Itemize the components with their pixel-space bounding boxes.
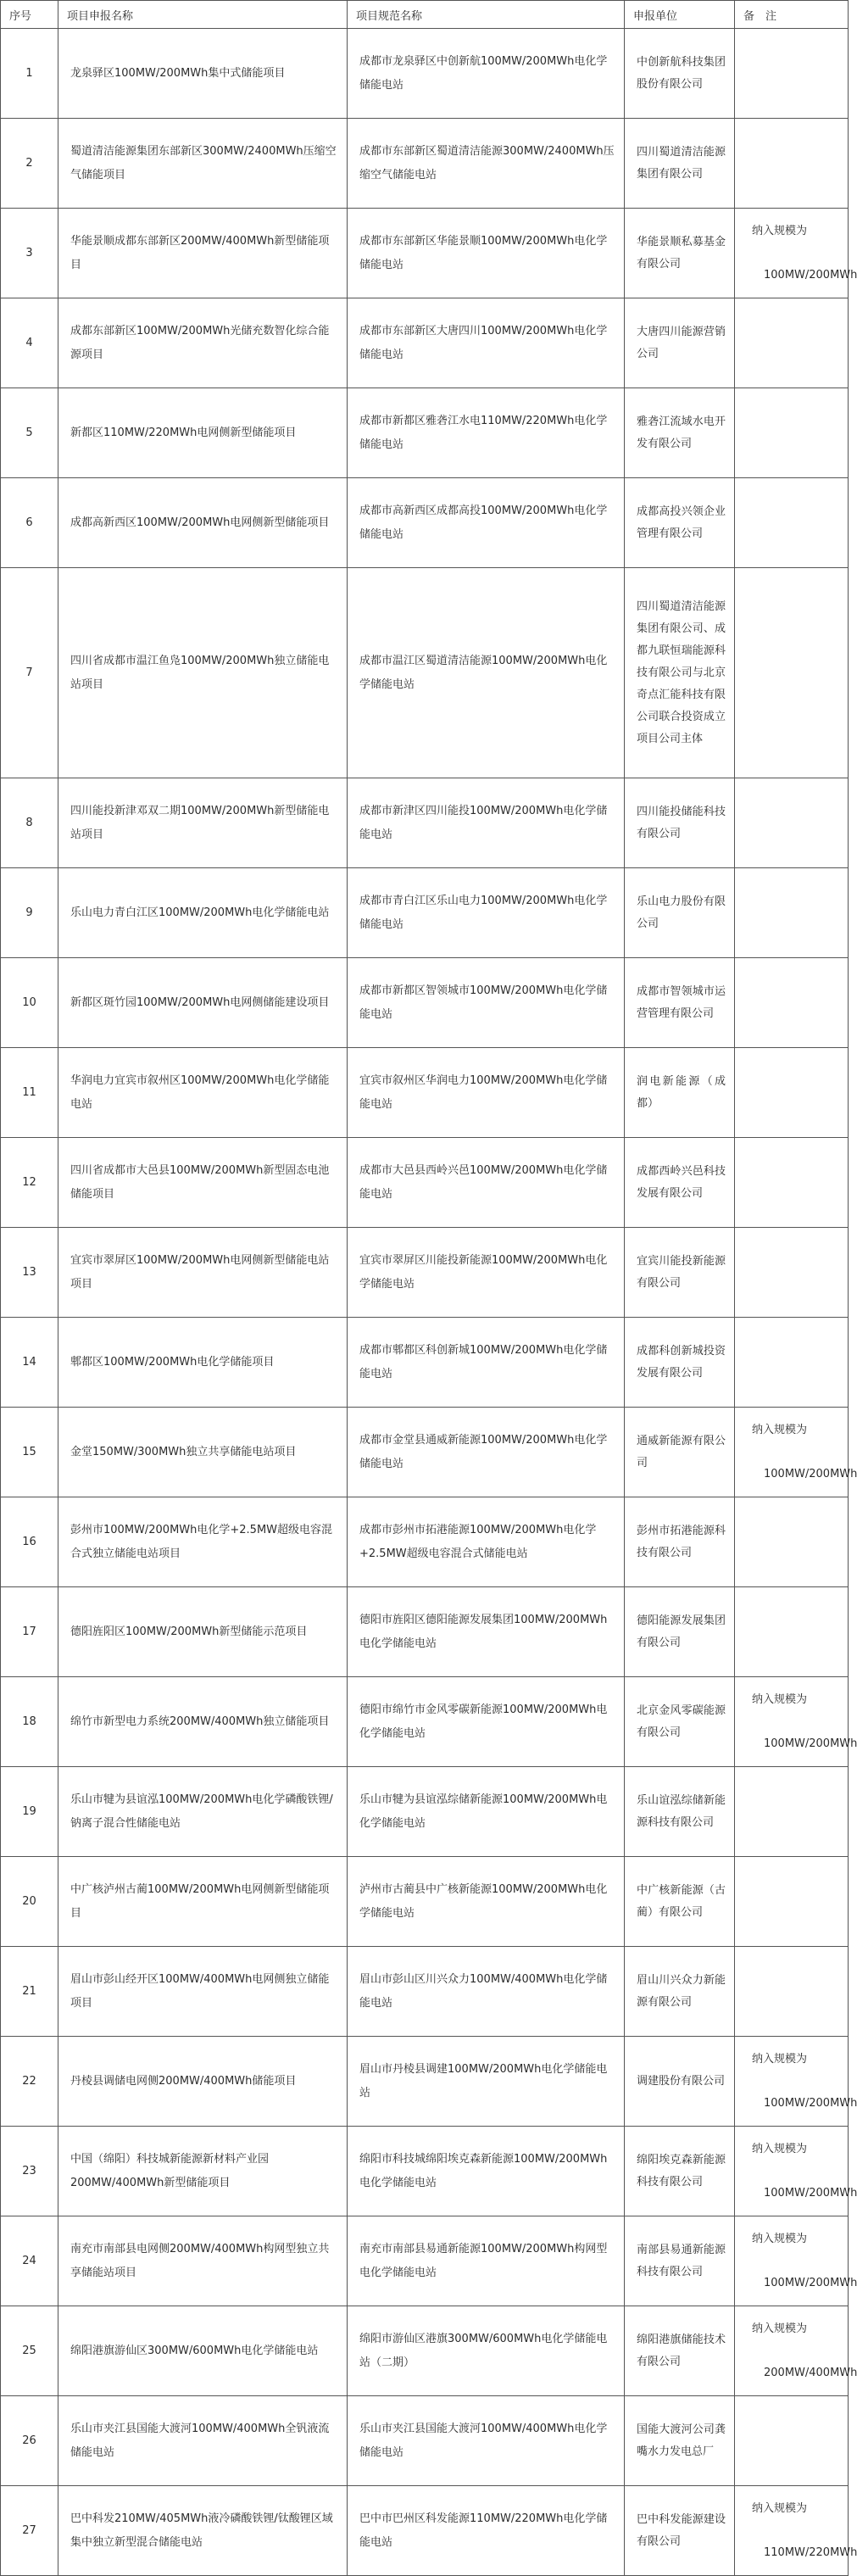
row-applicant: 国能大渡河公司龚嘴水力发电总厂 xyxy=(625,2396,735,2486)
row-index: 1 xyxy=(1,29,58,119)
table-row xyxy=(1,478,849,568)
row-project-name: 华能景顺成都东部新区200MW/400MWh新型储能项目 xyxy=(58,209,348,298)
row-remarks xyxy=(735,388,849,478)
row-standard-name: 乐山市犍为县谊泓综储新能源100MW/200MWh电化学储能电站 xyxy=(348,1767,625,1857)
row-index: 24 xyxy=(1,2216,58,2306)
row-applicant: 北京金风零碳能源有限公司 xyxy=(625,1677,735,1767)
table-row xyxy=(1,1048,849,1138)
table-row xyxy=(1,2037,849,2127)
row-project-name: 彭州市100MW/200MWh电化学+2.5MW超级电容混合式独立储能电站项目 xyxy=(58,1497,348,1587)
row-index: 18 xyxy=(1,1677,58,1767)
row-applicant: 南部县易通新能源科技有限公司 xyxy=(625,2216,735,2306)
row-applicant: 成都高投兴领企业管理有限公司 xyxy=(625,478,735,568)
row-remarks xyxy=(735,1767,849,1857)
row-standard-name: 成都市彭州市拓港能源100MW/200MWh电化学+2.5MW超级电容混合式储能电站 xyxy=(348,1497,625,1587)
row-standard-name: 成都市青白江区乐山电力100MW/200MWh电化学储能电站 xyxy=(348,868,625,958)
row-remarks xyxy=(735,778,849,868)
row-standard-name: 眉山市彭山区川兴众力100MW/400MWh电化学储能电站 xyxy=(348,1947,625,2037)
row-project-name: 郫都区100MW/200MWh电化学储能项目 xyxy=(58,1318,348,1408)
table-row xyxy=(1,958,849,1048)
row-applicant: 成都科创新城投资发展有限公司 xyxy=(625,1318,735,1408)
row-project-name: 成都高新西区100MW/200MWh电网侧新型储能项目 xyxy=(58,478,348,568)
row-standard-name: 成都市高新西区成都高投100MW/200MWh电化学储能电站 xyxy=(348,478,625,568)
row-standard-name: 成都市东部新区大唐四川100MW/200MWh电化学储能电站 xyxy=(348,298,625,388)
row-index: 25 xyxy=(1,2306,58,2396)
row-remarks xyxy=(735,958,849,1048)
row-applicant: 眉山川兴众力新能源有限公司 xyxy=(625,1947,735,2037)
table-header-row xyxy=(1,1,849,29)
row-index: 26 xyxy=(1,2396,58,2486)
row-remarks xyxy=(735,2306,857,2396)
remark-line-2: 100MW/200MWh xyxy=(764,1467,857,1480)
row-index: 3 xyxy=(1,209,58,298)
table-body xyxy=(1,29,857,2576)
row-remarks xyxy=(735,1228,849,1318)
row-standard-name: 成都市新都区智领城市100MW/200MWh电化学储能电站 xyxy=(348,958,625,1048)
row-index: 13 xyxy=(1,1228,58,1318)
remark-line-1: 纳入规模为 xyxy=(752,2052,808,2066)
row-project-name: 巴中科发210MW/405MWh液冷磷酸铁锂/钛酸锂区域集中独立新型混合储能电站 xyxy=(58,2486,348,2576)
row-remarks xyxy=(735,1947,849,2037)
table-row xyxy=(1,119,849,209)
table-row xyxy=(1,209,849,298)
remark-line-1: 纳入规模为 xyxy=(752,1692,808,1706)
row-applicant: 中广核新能源（古蔺）有限公司 xyxy=(625,1857,735,1947)
row-project-name: 中国（绵阳）科技城新能源新材料产业园200MW/400MWh新型储能项目 xyxy=(58,2127,348,2216)
table-row xyxy=(1,2396,849,2486)
row-project-name: 新都区110MW/220MWh电网侧新型储能项目 xyxy=(58,388,348,478)
row-standard-name: 成都市龙泉驿区中创新航100MW/200MWh电化学储能电站 xyxy=(348,29,625,119)
row-remarks xyxy=(735,298,849,388)
row-applicant: 雅砻江流域水电开发有限公司 xyxy=(625,388,735,478)
row-standard-name: 成都市东部新区蜀道清洁能源300MW/2400MWh压缩空气储能电站 xyxy=(348,119,625,209)
row-remarks xyxy=(735,209,857,298)
row-applicant: 绵阳港旗储能技术有限公司 xyxy=(625,2306,735,2396)
header-index: 序号 xyxy=(1,1,58,29)
row-index: 6 xyxy=(1,478,58,568)
row-project-name: 成都东部新区100MW/200MWh光储充数智化综合能源项目 xyxy=(58,298,348,388)
row-project-name: 华润电力宜宾市叙州区100MW/200MWh电化学储能电站 xyxy=(58,1048,348,1138)
remark-line-1: 纳入规模为 xyxy=(752,224,808,237)
table-row xyxy=(1,29,849,119)
row-applicant: 成都市智领城市运营管理有限公司 xyxy=(625,958,735,1048)
row-index: 19 xyxy=(1,1767,58,1857)
row-applicant: 四川能投储能科技有限公司 xyxy=(625,778,735,868)
row-remarks xyxy=(735,1048,849,1138)
row-standard-name: 眉山市丹棱县调建100MW/200MWh电化学储能电站 xyxy=(348,2037,625,2127)
row-index: 9 xyxy=(1,868,58,958)
row-standard-name: 南充市南部县易通新能源100MW/200MWh构网型电化学储能电站 xyxy=(348,2216,625,2306)
table-row xyxy=(1,778,849,868)
row-standard-name: 德阳市绵竹市金风零碳新能源100MW/200MWh电化学储能电站 xyxy=(348,1677,625,1767)
table-row xyxy=(1,2306,849,2396)
row-project-name: 金堂150MW/300MWh独立共享储能电站项目 xyxy=(58,1408,348,1497)
row-remarks xyxy=(735,1138,849,1228)
row-remarks xyxy=(735,119,849,209)
remark-line-1: 纳入规模为 xyxy=(752,1423,808,1436)
row-index: 11 xyxy=(1,1048,58,1138)
row-applicant: 成都西岭兴邑科技发展有限公司 xyxy=(625,1138,735,1228)
table-row xyxy=(1,1587,849,1677)
row-remarks xyxy=(735,1857,849,1947)
row-project-name: 龙泉驿区100MW/200MWh集中式储能项目 xyxy=(58,29,348,119)
row-applicant: 调建股份有限公司 xyxy=(625,2037,735,2127)
row-index: 2 xyxy=(1,119,58,209)
remark-line-2: 100MW/200MWh xyxy=(764,2276,857,2289)
row-standard-name: 宜宾市叙州区华润电力100MW/200MWh电化学储能电站 xyxy=(348,1048,625,1138)
row-standard-name: 绵阳市游仙区港旗300MW/600MWh电化学储能电站（二期） xyxy=(348,2306,625,2396)
table-row xyxy=(1,2486,849,2576)
row-index: 4 xyxy=(1,298,58,388)
table-row xyxy=(1,2127,849,2216)
row-project-name: 绵阳港旗游仙区300MW/600MWh电化学储能电站 xyxy=(58,2306,348,2396)
row-project-name: 蜀道清洁能源集团东部新区300MW/2400MWh压缩空气储能项目 xyxy=(58,119,348,209)
remark-line-1: 纳入规模为 xyxy=(752,2142,808,2155)
row-applicant: 乐山电力股份有限公司 xyxy=(625,868,735,958)
row-standard-name: 成都市新都区雅砻江水电110MW/220MWh电化学储能电站 xyxy=(348,388,625,478)
row-standard-name: 成都市郫都区科创新城100MW/200MWh电化学储能电站 xyxy=(348,1318,625,1408)
row-applicant: 四川蜀道清洁能源集团有限公司 xyxy=(625,119,735,209)
row-project-name: 宜宾市翠屏区100MW/200MWh电网侧新型储能电站项目 xyxy=(58,1228,348,1318)
table-row xyxy=(1,1408,849,1497)
row-remarks xyxy=(735,2127,857,2216)
remark-line-2: 100MW/200MWh xyxy=(764,2096,857,2110)
row-project-name: 乐山市犍为县谊泓100MW/200MWh电化学磷酸铁锂/钠离子混合性储能电站 xyxy=(58,1767,348,1857)
row-project-name: 丹棱县调储电网侧200MW/400MWh储能项目 xyxy=(58,2037,348,2127)
row-remarks xyxy=(735,1318,849,1408)
row-standard-name: 成都市大邑县西岭兴邑100MW/200MWh电化学储能电站 xyxy=(348,1138,625,1228)
header-remarks: 备 注 xyxy=(735,1,849,29)
table-row xyxy=(1,1497,849,1587)
row-remarks xyxy=(735,1587,849,1677)
table-row xyxy=(1,1947,849,2037)
row-remarks xyxy=(735,868,849,958)
row-index: 17 xyxy=(1,1587,58,1677)
row-project-name: 中广核泸州古蔺100MW/200MWh电网侧新型储能项目 xyxy=(58,1857,348,1947)
row-index: 5 xyxy=(1,388,58,478)
row-applicant: 宜宾川能投新能源有限公司 xyxy=(625,1228,735,1318)
row-index: 15 xyxy=(1,1408,58,1497)
row-index: 12 xyxy=(1,1138,58,1228)
row-index: 14 xyxy=(1,1318,58,1408)
row-remarks xyxy=(735,2216,857,2306)
row-remarks xyxy=(735,1497,849,1587)
row-applicant: 润电新能源（成都） xyxy=(625,1048,735,1138)
table-row xyxy=(1,868,849,958)
row-remarks xyxy=(735,2486,857,2576)
row-project-name: 眉山市彭山经开区100MW/400MWh电网侧独立储能项目 xyxy=(58,1947,348,2037)
row-project-name: 乐山市夹江县国能大渡河100MW/400MWh全钒液流储能电站 xyxy=(58,2396,348,2486)
table-row xyxy=(1,1138,849,1228)
row-index: 27 xyxy=(1,2486,58,2576)
row-remarks xyxy=(735,1677,857,1767)
table-row xyxy=(1,1767,849,1857)
row-standard-name: 巴中市巴州区科发能源110MW/220MWh电化学储能电站 xyxy=(348,2486,625,2576)
row-applicant: 通威新能源有限公司 xyxy=(625,1408,735,1497)
row-applicant: 乐山谊泓综储新能源科技有限公司 xyxy=(625,1767,735,1857)
row-standard-name: 成都市温江区蜀道清洁能源100MW/200MWh电化学储能电站 xyxy=(348,568,625,778)
remark-line-1: 纳入规模为 xyxy=(752,2501,808,2515)
row-remarks xyxy=(735,2396,849,2486)
row-standard-name: 成都市新津区四川能投100MW/200MWh电化学储能电站 xyxy=(348,778,625,868)
remark-line-1: 纳入规模为 xyxy=(752,2232,808,2245)
remark-line-1: 纳入规模为 xyxy=(752,2322,808,2335)
table-row xyxy=(1,1677,849,1767)
header-applicant: 申报单位 xyxy=(625,1,735,29)
row-project-name: 四川能投新津邓双二期100MW/200MWh新型储能电站项目 xyxy=(58,778,348,868)
row-index: 21 xyxy=(1,1947,58,2037)
table-row xyxy=(1,1318,849,1408)
row-project-name: 德阳旌阳区100MW/200MWh新型储能示范项目 xyxy=(58,1587,348,1677)
header-project-name: 项目申报名称 xyxy=(58,1,348,29)
row-remarks xyxy=(735,29,849,119)
header-standard-name: 项目规范名称 xyxy=(348,1,625,29)
remark-line-2: 100MW/200MWh xyxy=(764,268,857,282)
row-project-name: 南充市南部县电网侧200MW/400MWh构网型独立共享储能站项目 xyxy=(58,2216,348,2306)
row-standard-name: 成都市金堂县通威新能源100MW/200MWh电化学储能电站 xyxy=(348,1408,625,1497)
row-index: 16 xyxy=(1,1497,58,1587)
row-index: 7 xyxy=(1,568,58,778)
remark-line-2: 110MW/220MWh xyxy=(764,2545,857,2559)
row-remarks xyxy=(735,2037,857,2127)
row-remarks xyxy=(735,568,849,778)
row-standard-name: 乐山市夹江县国能大渡河100MW/400MWh电化学储能电站 xyxy=(348,2396,625,2486)
row-project-name: 乐山电力青白江区100MW/200MWh电化学储能电站 xyxy=(58,868,348,958)
row-standard-name: 绵阳市科技城绵阳埃克森新能源100MW/200MWh电化学储能电站 xyxy=(348,2127,625,2216)
row-project-name: 四川省成都市温江鱼凫100MW/200MWh独立储能电站项目 xyxy=(58,568,348,778)
row-remarks xyxy=(735,1408,857,1497)
row-applicant: 四川蜀道清洁能源集团有限公司、成都九联恒瑞能源科技有限公司与北京奇点汇能科技有限公司联合投资成立项目公司主体 xyxy=(625,568,735,778)
remark-line-2: 200MW/400MWh xyxy=(764,2366,857,2379)
row-applicant: 绵阳埃克森新能源科技有限公司 xyxy=(625,2127,735,2216)
table-row xyxy=(1,388,849,478)
table-row xyxy=(1,298,849,388)
row-remarks xyxy=(735,478,849,568)
row-standard-name: 德阳市旌阳区德阳能源发展集团100MW/200MWh电化学储能电站 xyxy=(348,1587,625,1677)
row-index: 20 xyxy=(1,1857,58,1947)
row-applicant: 大唐四川能源营销公司 xyxy=(625,298,735,388)
row-standard-name: 成都市东部新区华能景顺100MW/200MWh电化学储能电站 xyxy=(348,209,625,298)
row-applicant: 彭州市拓港能源科技有限公司 xyxy=(625,1497,735,1587)
table-row xyxy=(1,1228,849,1318)
row-project-name: 绵竹市新型电力系统200MW/400MWh独立储能项目 xyxy=(58,1677,348,1767)
row-applicant: 华能景顺私募基金有限公司 xyxy=(625,209,735,298)
table-row xyxy=(1,568,849,778)
row-index: 23 xyxy=(1,2127,58,2216)
row-applicant: 德阳能源发展集团有限公司 xyxy=(625,1587,735,1677)
remark-line-2: 100MW/200MWh xyxy=(764,1737,857,1750)
row-project-name: 新都区斑竹园100MW/200MWh电网侧储能建设项目 xyxy=(58,958,348,1048)
row-project-name: 四川省成都市大邑县100MW/200MWh新型固态电池储能项目 xyxy=(58,1138,348,1228)
row-standard-name: 泸州市古蔺县中广核新能源100MW/200MWh电化学储能电站 xyxy=(348,1857,625,1947)
row-standard-name: 宜宾市翠屏区川能投新能源100MW/200MWh电化学储能电站 xyxy=(348,1228,625,1318)
row-index: 8 xyxy=(1,778,58,868)
remark-line-2: 100MW/200MWh xyxy=(764,2186,857,2200)
row-index: 10 xyxy=(1,958,58,1048)
row-index: 22 xyxy=(1,2037,58,2127)
table-row xyxy=(1,1857,849,1947)
table-row xyxy=(1,2216,849,2306)
row-applicant: 中创新航科技集团股份有限公司 xyxy=(625,29,735,119)
row-applicant: 巴中科发能源建设有限公司 xyxy=(625,2486,735,2576)
